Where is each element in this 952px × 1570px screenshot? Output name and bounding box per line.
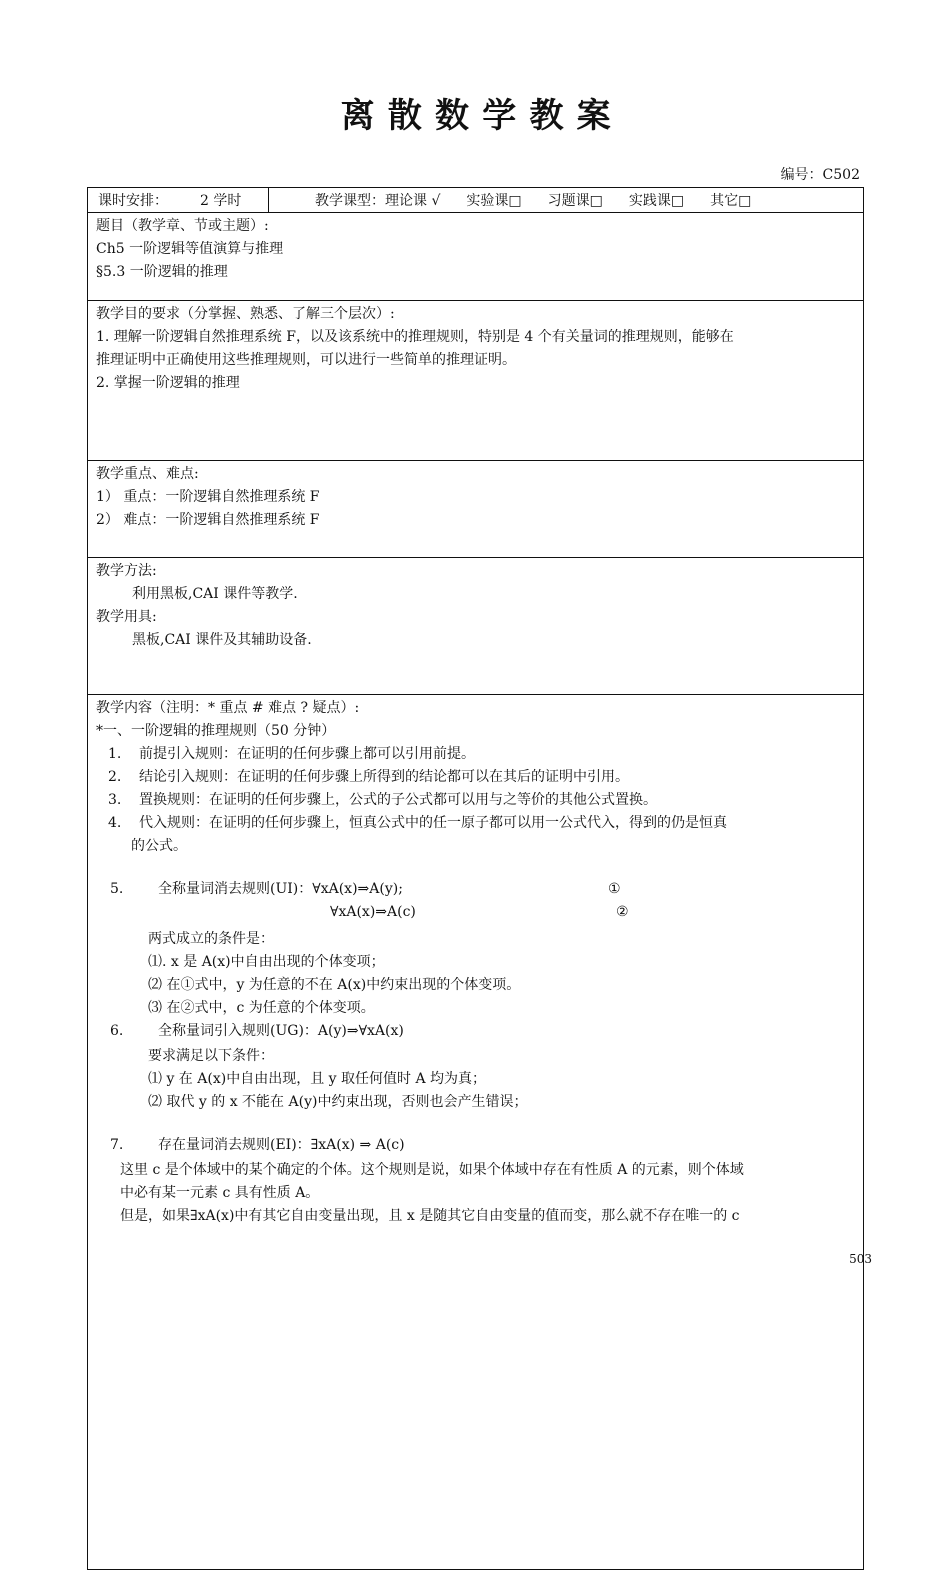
aims-section (88, 301, 863, 461)
key-point-line: 2） 难点：一阶逻辑自然推理系统 F (96, 512, 320, 528)
aims-line: 推理证明中正确使用这些推理规则，可以进行一些简单的推理证明。 (96, 352, 516, 368)
document-number: 编号：C502 (780, 167, 860, 183)
rule-number: 3. (108, 792, 122, 808)
rule-item (96, 812, 855, 835)
formula-marker-2: ② (616, 904, 629, 920)
condition-item: ⑵ 在①式中，y 为任意的不在 A(x)中约束出现的个体变项。 (148, 977, 521, 993)
lesson-type-label: 教学课型： (315, 193, 385, 209)
rule-7-explanation: 中必有某一元素 c 具有性质 A。 (120, 1185, 320, 1201)
rule-item (96, 743, 855, 766)
formula-marker-1: ① (608, 881, 621, 897)
rule-text: 代入规则：在证明的任何步骤上，恒真公式中的任一原子都可以用一公式代入，得到的仍是恒真 (139, 815, 727, 831)
lesson-type-cell (269, 190, 751, 210)
rule-7-text: 存在量词消去规则(EI)：∃xA(x) ⇒ A(c) (158, 1137, 405, 1153)
rule-text: 前提引入规则：在证明的任何步骤上都可以引用前提。 (139, 746, 475, 762)
lesson-plan-table (87, 187, 864, 1570)
condition-item: ⑶ 在②式中，c 为任意的个体变项。 (148, 1000, 375, 1016)
rule-5-formula-2 (96, 901, 855, 928)
rule-number: 7. (110, 1137, 124, 1153)
rule-5-text: 全称量词消去规则(UI)：∀xA(x)⇒A(y); (158, 881, 403, 897)
topic-section (88, 213, 863, 301)
lesson-type-theory: 理论课 √ (385, 193, 441, 209)
rule-text: 结论引入规则：在证明的任何步骤上所得到的结论都可以在其后的证明中引用。 (139, 769, 629, 785)
schedule-hours: 2 学时 (200, 193, 242, 209)
aims-line: 2. 掌握一阶逻辑的推理 (96, 375, 240, 391)
page-number: 503 (849, 1252, 872, 1266)
lesson-type-lab: 实验课□ (466, 193, 522, 209)
aims-heading: 教学目的要求（分掌握、熟悉、了解三个层次）: (96, 306, 395, 322)
rule-text: 置换规则：在证明的任何步骤上，公式的子公式都可以用与之等价的其他公式置换。 (139, 792, 657, 808)
document-title: 离 散 数 学 教 案 (340, 96, 612, 136)
lesson-type-practice: 实践课□ (628, 193, 685, 209)
topic-heading: 题目（教学章、节或主题）: (96, 218, 269, 234)
condition-item: ⑴. x 是 A(x)中自由出现的个体变项； (148, 954, 385, 970)
schedule-label: 课时安排： (98, 193, 168, 209)
method-text: 利用黑板,CAI 课件等教学. (132, 586, 298, 602)
method-heading: 教学方法: (96, 563, 157, 579)
rule-continuation: 的公式。 (131, 838, 187, 854)
rule-number: 2. (108, 769, 122, 785)
schedule-cell (88, 188, 269, 213)
key-points-heading: 教学重点、难点: (96, 466, 199, 482)
schedule-row (88, 188, 863, 213)
tools-text: 黑板,CAI 课件及其辅助设备. (132, 632, 312, 648)
key-points-section (88, 461, 863, 558)
tools-heading: 教学用具: (96, 609, 157, 625)
condition-item: ⑴ y 在 A(x)中自由出现，且 y 取任何值时 A 均为真； (148, 1071, 487, 1087)
content-heading: 教学内容（注明：* 重点 # 难点 ? 疑点）: (96, 700, 360, 716)
content-section-title: *一、一阶逻辑的推理规则（50 分钟） (96, 723, 336, 739)
conditions-heading: 两式成立的条件是： (148, 931, 274, 947)
rule-6-text: 全称量词引入规则(UG)：A(y)⇒∀xA(x) (158, 1023, 404, 1039)
content-section (88, 695, 863, 1569)
rule-number: 6. (110, 1023, 124, 1039)
rule-6-line (96, 1020, 855, 1045)
rule-7-explanation: 但是，如果∃xA(x)中有其它自由变量出现，且 x 是随其它自由变量的值而变，那么就不存在唯一的 c (120, 1208, 740, 1224)
conditions-heading: 要求满足以下条件： (148, 1048, 274, 1064)
rule-number: 4. (108, 815, 122, 831)
rule-item (96, 766, 855, 789)
rule-7-line (96, 1134, 855, 1159)
formula-2: ∀xA(x)⇒A(c) (330, 904, 416, 920)
rule-number: 5. (110, 881, 124, 897)
rule-item (96, 789, 855, 812)
condition-item: ⑵ 取代 y 的 x 不能在 A(y)中约束出现，否则也会产生错误； (148, 1094, 528, 1110)
method-section (88, 558, 863, 695)
aims-line: 1. 理解一阶逻辑自然推理系统 F，以及该系统中的推理规则，特别是 4 个有关量词的推理规则，能够在 (96, 329, 734, 345)
rule-7-explanation: 这里 c 是个体域中的某个确定的个体。这个规则是说，如果个体域中存在有性质 A 的元素，则个体域 (120, 1162, 744, 1178)
lesson-type-other: 其它□ (710, 193, 752, 209)
key-point-line: 1） 重点：一阶逻辑自然推理系统 F (96, 489, 320, 505)
topic-line: §5.3 一阶逻辑的推理 (96, 264, 228, 280)
rule-number: 1. (108, 746, 122, 762)
topic-line: Ch5 一阶逻辑等值演算与推理 (96, 241, 284, 257)
lesson-type-exercise: 习题课□ (547, 193, 603, 209)
